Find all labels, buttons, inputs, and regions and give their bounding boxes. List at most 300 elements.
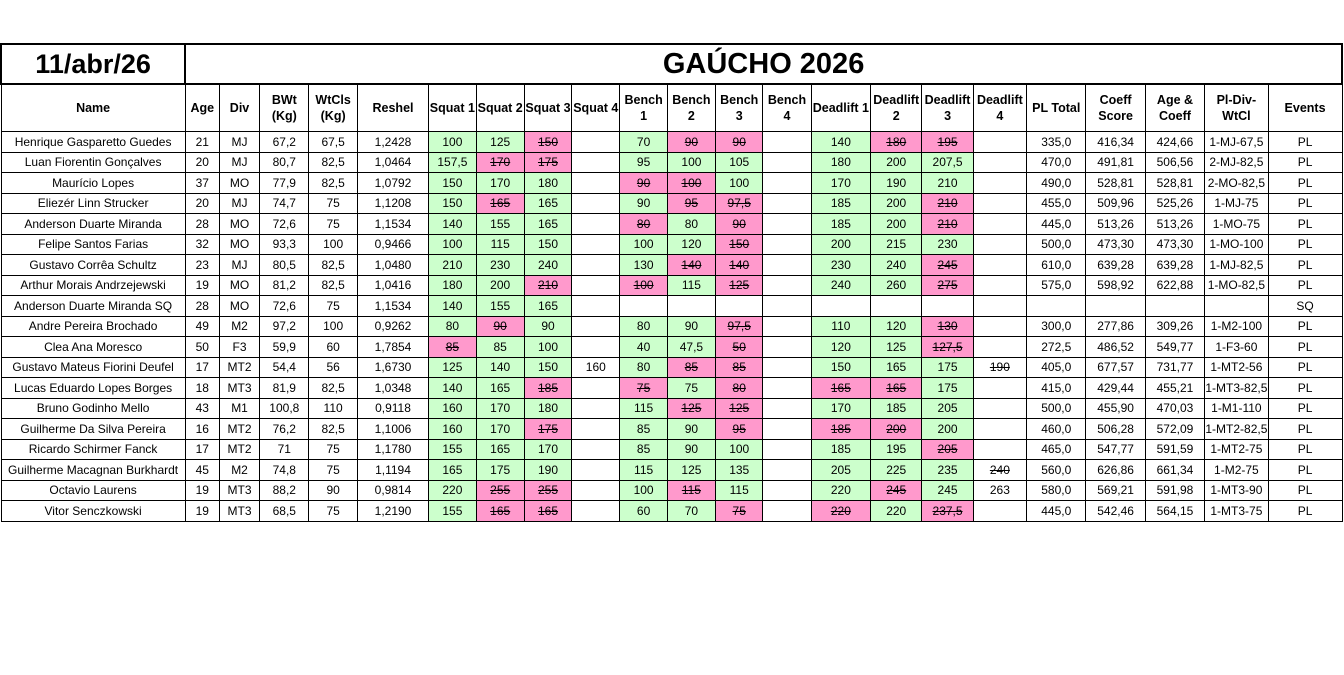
- table-row[interactable]: [1, 398, 1342, 419]
- deadlift-attempt-1: 230: [811, 255, 870, 276]
- deadlift-attempt-3: 175: [922, 357, 973, 378]
- table-row[interactable]: [1, 296, 1342, 317]
- deadlift-attempt-3: 245: [922, 255, 973, 276]
- events-cell: PL: [1268, 132, 1342, 153]
- events-cell: PL: [1268, 337, 1342, 358]
- events-cell: PL: [1268, 460, 1342, 481]
- column-header[interactable]: Div: [219, 84, 259, 132]
- deadlift-attempt-1: 170: [811, 173, 870, 194]
- age-coeff-cell: 424,66: [1145, 132, 1204, 153]
- table-row[interactable]: [1, 255, 1342, 276]
- table-row[interactable]: [1, 337, 1342, 358]
- squat-attempt-3: 165: [524, 501, 571, 522]
- column-header[interactable]: PL Total: [1027, 84, 1086, 132]
- deadlift-attempt-2: 185: [871, 398, 922, 419]
- squat-attempt-1: 80: [429, 316, 476, 337]
- squat-attempt-3: 150: [524, 357, 571, 378]
- coeff-score-cell: 547,77: [1086, 439, 1145, 460]
- bench-attempt-4: [763, 316, 811, 337]
- bench-attempt-2: 75: [667, 378, 715, 399]
- deadlift-attempt-4: 190: [973, 357, 1026, 378]
- bodyweight-cell: 72,6: [260, 214, 309, 235]
- bench-attempt-3: 135: [716, 460, 763, 481]
- age-cell: 32: [185, 234, 219, 255]
- bench-attempt-4: [763, 357, 811, 378]
- squat-attempt-4: [572, 316, 620, 337]
- table-row[interactable]: [1, 419, 1342, 440]
- coeff-score-cell: 677,57: [1086, 357, 1145, 378]
- bench-attempt-2: 100: [667, 173, 715, 194]
- bodyweight-cell: 74,8: [260, 460, 309, 481]
- bench-attempt-1: 90: [620, 173, 667, 194]
- squat-attempt-3: 90: [524, 316, 571, 337]
- age-coeff-cell: 470,03: [1145, 398, 1204, 419]
- squat-attempt-3: 175: [524, 419, 571, 440]
- age-cell: 16: [185, 419, 219, 440]
- table-row[interactable]: [1, 193, 1342, 214]
- reshel-cell: 1,0416: [357, 275, 428, 296]
- age-cell: 43: [185, 398, 219, 419]
- bench-attempt-1: 130: [620, 255, 667, 276]
- bench-attempt-3: 125: [716, 275, 763, 296]
- bodyweight-cell: 100,8: [260, 398, 309, 419]
- squat-attempt-3: 180: [524, 173, 571, 194]
- age-coeff-cell: 309,26: [1145, 316, 1204, 337]
- table-row[interactable]: [1, 501, 1342, 522]
- column-header[interactable]: Squat 1: [429, 84, 476, 132]
- squat-attempt-1: 157,5: [429, 152, 476, 173]
- weight-class-cell: 82,5: [309, 275, 357, 296]
- coeff-score-cell: 429,44: [1086, 378, 1145, 399]
- squat-attempt-1: 100: [429, 234, 476, 255]
- deadlift-attempt-2: 190: [871, 173, 922, 194]
- deadlift-attempt-4: 240: [973, 460, 1026, 481]
- coeff-score-cell: 491,81: [1086, 152, 1145, 173]
- pl-total-cell: 610,0: [1027, 255, 1086, 276]
- weight-class-cell: 75: [309, 439, 357, 460]
- bodyweight-cell: 81,2: [260, 275, 309, 296]
- squat-attempt-2: 165: [476, 501, 524, 522]
- events-cell: PL: [1268, 501, 1342, 522]
- bench-attempt-3: [716, 296, 763, 317]
- age-coeff-cell: 639,28: [1145, 255, 1204, 276]
- events-cell: PL: [1268, 357, 1342, 378]
- age-coeff-cell: 591,59: [1145, 439, 1204, 460]
- squat-attempt-2: 170: [476, 398, 524, 419]
- bench-attempt-2: 120: [667, 234, 715, 255]
- deadlift-attempt-2: 240: [871, 255, 922, 276]
- bench-attempt-1: 80: [620, 316, 667, 337]
- deadlift-attempt-3: [922, 296, 973, 317]
- events-cell: PL: [1268, 439, 1342, 460]
- deadlift-attempt-1: 185: [811, 439, 870, 460]
- bench-attempt-4: [763, 398, 811, 419]
- events-cell: PL: [1268, 480, 1342, 501]
- lifter-name: Arthur Morais Andrzejewski: [1, 275, 185, 296]
- squat-attempt-2: 165: [476, 439, 524, 460]
- age-cell: 17: [185, 439, 219, 460]
- pl-total-cell: 500,0: [1027, 234, 1086, 255]
- deadlift-attempt-2: 165: [871, 378, 922, 399]
- squat-attempt-2: 115: [476, 234, 524, 255]
- squat-attempt-2: 170: [476, 419, 524, 440]
- coeff-score-cell: 569,21: [1086, 480, 1145, 501]
- age-coeff-cell: 564,15: [1145, 501, 1204, 522]
- bench-attempt-2: 90: [667, 316, 715, 337]
- division-cell: MO: [219, 296, 259, 317]
- squat-attempt-3: 255: [524, 480, 571, 501]
- coeff-score-cell: 455,90: [1086, 398, 1145, 419]
- column-header[interactable]: Bench 3: [716, 84, 763, 132]
- squat-attempt-4: [572, 378, 620, 399]
- deadlift-attempt-1: 170: [811, 398, 870, 419]
- age-cell: 45: [185, 460, 219, 481]
- lifter-name: Lucas Eduardo Lopes Borges: [1, 378, 185, 399]
- reshel-cell: 0,9814: [357, 480, 428, 501]
- lifter-name: Felipe Santos Farias: [1, 234, 185, 255]
- table-row[interactable]: [1, 460, 1342, 481]
- weight-class-cell: 100: [309, 234, 357, 255]
- squat-attempt-3: 190: [524, 460, 571, 481]
- bench-attempt-2: 70: [667, 501, 715, 522]
- bodyweight-cell: 81,9: [260, 378, 309, 399]
- deadlift-attempt-3: 210: [922, 214, 973, 235]
- bench-attempt-4: [763, 132, 811, 153]
- deadlift-attempt-2: 125: [871, 337, 922, 358]
- reshel-cell: 1,2428: [357, 132, 428, 153]
- age-coeff-cell: 528,81: [1145, 173, 1204, 194]
- squat-attempt-3: 165: [524, 296, 571, 317]
- squat-attempt-4: [572, 234, 620, 255]
- bodyweight-cell: 68,5: [260, 501, 309, 522]
- table-row[interactable]: [1, 480, 1342, 501]
- placing-cell: [1205, 296, 1268, 317]
- deadlift-attempt-4: [973, 255, 1026, 276]
- deadlift-attempt-1: 180: [811, 152, 870, 173]
- deadlift-attempt-2: 200: [871, 152, 922, 173]
- age-cell: 28: [185, 296, 219, 317]
- column-header[interactable]: Name: [1, 84, 185, 132]
- pl-total-cell: 445,0: [1027, 501, 1086, 522]
- column-header[interactable]: Deadlift 3: [922, 84, 973, 132]
- bench-attempt-4: [763, 173, 811, 194]
- division-cell: MO: [219, 275, 259, 296]
- weight-class-cell: 67,5: [309, 132, 357, 153]
- bench-attempt-3: 140: [716, 255, 763, 276]
- placing-cell: 1-MO-82,5: [1205, 275, 1268, 296]
- bench-attempt-2: 95: [667, 193, 715, 214]
- squat-attempt-2: 200: [476, 275, 524, 296]
- deadlift-attempt-4: [973, 439, 1026, 460]
- deadlift-attempt-2: 120: [871, 316, 922, 337]
- placing-cell: 1-M2-100: [1205, 316, 1268, 337]
- age-cell: 50: [185, 337, 219, 358]
- deadlift-attempt-2: 180: [871, 132, 922, 153]
- pl-total-cell: 580,0: [1027, 480, 1086, 501]
- bodyweight-cell: 97,2: [260, 316, 309, 337]
- squat-attempt-4: [572, 439, 620, 460]
- placing-cell: 1-MT3-90: [1205, 480, 1268, 501]
- bodyweight-cell: 72,6: [260, 296, 309, 317]
- placing-cell: 1-M1-110: [1205, 398, 1268, 419]
- pl-total-cell: 560,0: [1027, 460, 1086, 481]
- placing-cell: 1-MJ-67,5: [1205, 132, 1268, 153]
- deadlift-attempt-2: [871, 296, 922, 317]
- squat-attempt-4: [572, 173, 620, 194]
- weight-class-cell: 82,5: [309, 419, 357, 440]
- reshel-cell: 1,1780: [357, 439, 428, 460]
- lifter-name: Anderson Duarte Miranda SQ: [1, 296, 185, 317]
- bench-attempt-4: [763, 296, 811, 317]
- bench-attempt-2: 90: [667, 132, 715, 153]
- table-row[interactable]: [1, 378, 1342, 399]
- events-cell: PL: [1268, 193, 1342, 214]
- squat-attempt-1: 155: [429, 439, 476, 460]
- squat-attempt-1: 160: [429, 419, 476, 440]
- weight-class-cell: 100: [309, 316, 357, 337]
- bench-attempt-4: [763, 439, 811, 460]
- bench-attempt-1: 85: [620, 439, 667, 460]
- table-row[interactable]: [1, 173, 1342, 194]
- bench-attempt-3: 125: [716, 398, 763, 419]
- squat-attempt-1: 140: [429, 214, 476, 235]
- column-header[interactable]: Deadlift 2: [871, 84, 922, 132]
- pl-total-cell: 335,0: [1027, 132, 1086, 153]
- division-cell: MJ: [219, 193, 259, 214]
- bench-attempt-1: 60: [620, 501, 667, 522]
- column-header[interactable]: WtCls (Kg): [309, 84, 357, 132]
- weight-class-cell: 82,5: [309, 378, 357, 399]
- deadlift-attempt-4: [973, 234, 1026, 255]
- weight-class-cell: 75: [309, 214, 357, 235]
- division-cell: MJ: [219, 132, 259, 153]
- lifter-name: Bruno Godinho Mello: [1, 398, 185, 419]
- age-cell: 18: [185, 378, 219, 399]
- squat-attempt-1: 180: [429, 275, 476, 296]
- squat-attempt-2: 140: [476, 357, 524, 378]
- squat-attempt-4: [572, 337, 620, 358]
- age-cell: 49: [185, 316, 219, 337]
- reshel-cell: 1,6730: [357, 357, 428, 378]
- table-row[interactable]: [1, 214, 1342, 235]
- bench-attempt-4: [763, 337, 811, 358]
- deadlift-attempt-1: 185: [811, 193, 870, 214]
- deadlift-attempt-1: 185: [811, 214, 870, 235]
- deadlift-attempt-2: 225: [871, 460, 922, 481]
- deadlift-attempt-1: 110: [811, 316, 870, 337]
- deadlift-attempt-3: 127,5: [922, 337, 973, 358]
- squat-attempt-4: [572, 275, 620, 296]
- table-row[interactable]: [1, 234, 1342, 255]
- lifter-name: Ricardo Schirmer Fanck: [1, 439, 185, 460]
- column-header[interactable]: Bench 2: [667, 84, 715, 132]
- lifter-name: Guilherme Macagnan Burkhardt: [1, 460, 185, 481]
- squat-attempt-1: 85: [429, 337, 476, 358]
- table-row[interactable]: [1, 357, 1342, 378]
- table-row[interactable]: [1, 132, 1342, 153]
- reshel-cell: 1,7854: [357, 337, 428, 358]
- placing-cell: 1-MT2-82,5: [1205, 419, 1268, 440]
- lifter-name: Eliezér Linn Strucker: [1, 193, 185, 214]
- deadlift-attempt-4: [973, 501, 1026, 522]
- placing-cell: 1-MT3-75: [1205, 501, 1268, 522]
- deadlift-attempt-1: 220: [811, 480, 870, 501]
- events-cell: PL: [1268, 255, 1342, 276]
- column-header[interactable]: Squat 3: [524, 84, 571, 132]
- column-header[interactable]: BWt (Kg): [260, 84, 309, 132]
- age-coeff-cell: 549,77: [1145, 337, 1204, 358]
- deadlift-attempt-2: 215: [871, 234, 922, 255]
- deadlift-attempt-2: 165: [871, 357, 922, 378]
- squat-attempt-3: 150: [524, 234, 571, 255]
- reshel-cell: 1,2190: [357, 501, 428, 522]
- bodyweight-cell: 80,7: [260, 152, 309, 173]
- reshel-cell: 1,0792: [357, 173, 428, 194]
- pl-total-cell: 500,0: [1027, 398, 1086, 419]
- division-cell: F3: [219, 337, 259, 358]
- placing-cell: 1-MO-75: [1205, 214, 1268, 235]
- weight-class-cell: 90: [309, 480, 357, 501]
- deadlift-attempt-3: 235: [922, 460, 973, 481]
- division-cell: M1: [219, 398, 259, 419]
- deadlift-attempt-3: 195: [922, 132, 973, 153]
- deadlift-attempt-4: 263: [973, 480, 1026, 501]
- deadlift-attempt-2: 200: [871, 214, 922, 235]
- weight-class-cell: 82,5: [309, 255, 357, 276]
- pl-total-cell: 490,0: [1027, 173, 1086, 194]
- reshel-cell: 1,1194: [357, 460, 428, 481]
- table-row[interactable]: [1, 316, 1342, 337]
- squat-attempt-4: [572, 132, 620, 153]
- table-row[interactable]: [1, 439, 1342, 460]
- squat-attempt-2: 230: [476, 255, 524, 276]
- deadlift-attempt-3: 245: [922, 480, 973, 501]
- bench-attempt-2: 90: [667, 419, 715, 440]
- coeff-score-cell: 473,30: [1086, 234, 1145, 255]
- column-header[interactable]: Reshel: [357, 84, 428, 132]
- column-header[interactable]: Squat 2: [476, 84, 524, 132]
- placing-cell: 2-MO-82,5: [1205, 173, 1268, 194]
- column-header[interactable]: Events: [1268, 84, 1342, 132]
- bench-attempt-3: 100: [716, 439, 763, 460]
- bench-attempt-2: 90: [667, 439, 715, 460]
- bench-attempt-4: [763, 275, 811, 296]
- lifter-name: Vitor Senczkowski: [1, 501, 185, 522]
- table-row[interactable]: [1, 152, 1342, 173]
- lifter-name: Guilherme Da Silva Pereira: [1, 419, 185, 440]
- lifter-name: Octavio Laurens: [1, 480, 185, 501]
- squat-attempt-2: 165: [476, 378, 524, 399]
- squat-attempt-2: 125: [476, 132, 524, 153]
- pl-total-cell: 470,0: [1027, 152, 1086, 173]
- events-cell: PL: [1268, 316, 1342, 337]
- bench-attempt-2: 115: [667, 275, 715, 296]
- pl-total-cell: 455,0: [1027, 193, 1086, 214]
- pl-total-cell: [1027, 296, 1086, 317]
- squat-attempt-2: 165: [476, 193, 524, 214]
- reshel-cell: 1,1534: [357, 296, 428, 317]
- bodyweight-cell: 54,4: [260, 357, 309, 378]
- division-cell: MT2: [219, 439, 259, 460]
- deadlift-attempt-4: [973, 193, 1026, 214]
- lifter-name: Gustavo Mateus Fiorini Deufel: [1, 357, 185, 378]
- age-coeff-cell: [1145, 296, 1204, 317]
- bench-attempt-2: 85: [667, 357, 715, 378]
- division-cell: MT3: [219, 378, 259, 399]
- lifter-name: Luan Fiorentin Gonçalves: [1, 152, 185, 173]
- squat-attempt-4: [572, 214, 620, 235]
- age-cell: 19: [185, 480, 219, 501]
- bench-attempt-1: 80: [620, 214, 667, 235]
- squat-attempt-3: 165: [524, 214, 571, 235]
- bodyweight-cell: 88,2: [260, 480, 309, 501]
- weight-class-cell: 82,5: [309, 152, 357, 173]
- age-cell: 19: [185, 275, 219, 296]
- reshel-cell: 1,1006: [357, 419, 428, 440]
- deadlift-attempt-1: 140: [811, 132, 870, 153]
- placing-cell: 1-MJ-82,5: [1205, 255, 1268, 276]
- division-cell: M2: [219, 316, 259, 337]
- events-cell: PL: [1268, 398, 1342, 419]
- column-header[interactable]: Deadlift 1: [811, 84, 870, 132]
- deadlift-attempt-4: [973, 398, 1026, 419]
- deadlift-attempt-2: 200: [871, 193, 922, 214]
- squat-attempt-4: [572, 193, 620, 214]
- squat-attempt-2: 85: [476, 337, 524, 358]
- column-header[interactable]: Age: [185, 84, 219, 132]
- column-header[interactable]: Squat 4: [572, 84, 620, 132]
- bench-attempt-4: [763, 152, 811, 173]
- table-row[interactable]: [1, 275, 1342, 296]
- age-cell: 23: [185, 255, 219, 276]
- bench-attempt-1: 40: [620, 337, 667, 358]
- column-header[interactable]: Pl-Div-WtCl: [1205, 84, 1268, 132]
- bench-attempt-4: [763, 193, 811, 214]
- coeff-score-cell: 639,28: [1086, 255, 1145, 276]
- squat-attempt-1: 140: [429, 296, 476, 317]
- column-header[interactable]: Bench 1: [620, 84, 667, 132]
- age-coeff-cell: 455,21: [1145, 378, 1204, 399]
- column-header[interactable]: Bench 4: [763, 84, 811, 132]
- deadlift-attempt-1: 165: [811, 378, 870, 399]
- column-header[interactable]: Coeff Score: [1086, 84, 1145, 132]
- reshel-cell: 1,0348: [357, 378, 428, 399]
- reshel-cell: 0,9262: [357, 316, 428, 337]
- bodyweight-cell: 74,7: [260, 193, 309, 214]
- deadlift-attempt-3: 210: [922, 193, 973, 214]
- deadlift-attempt-3: 210: [922, 173, 973, 194]
- squat-attempt-1: 150: [429, 173, 476, 194]
- deadlift-attempt-1: 240: [811, 275, 870, 296]
- age-cell: 17: [185, 357, 219, 378]
- division-cell: M2: [219, 460, 259, 481]
- bench-attempt-1: 75: [620, 378, 667, 399]
- reshel-cell: 1,0464: [357, 152, 428, 173]
- pl-total-cell: 575,0: [1027, 275, 1086, 296]
- weight-class-cell: 75: [309, 193, 357, 214]
- events-cell: PL: [1268, 152, 1342, 173]
- placing-cell: 1-M2-75: [1205, 460, 1268, 481]
- deadlift-attempt-3: 237,5: [922, 501, 973, 522]
- weight-class-cell: 110: [309, 398, 357, 419]
- deadlift-attempt-2: 195: [871, 439, 922, 460]
- lifter-name: Clea Ana Moresco: [1, 337, 185, 358]
- division-cell: MO: [219, 214, 259, 235]
- deadlift-attempt-1: 205: [811, 460, 870, 481]
- age-coeff-cell: 473,30: [1145, 234, 1204, 255]
- column-header[interactable]: Age & Coeff: [1145, 84, 1204, 132]
- column-header[interactable]: Deadlift 4: [973, 84, 1026, 132]
